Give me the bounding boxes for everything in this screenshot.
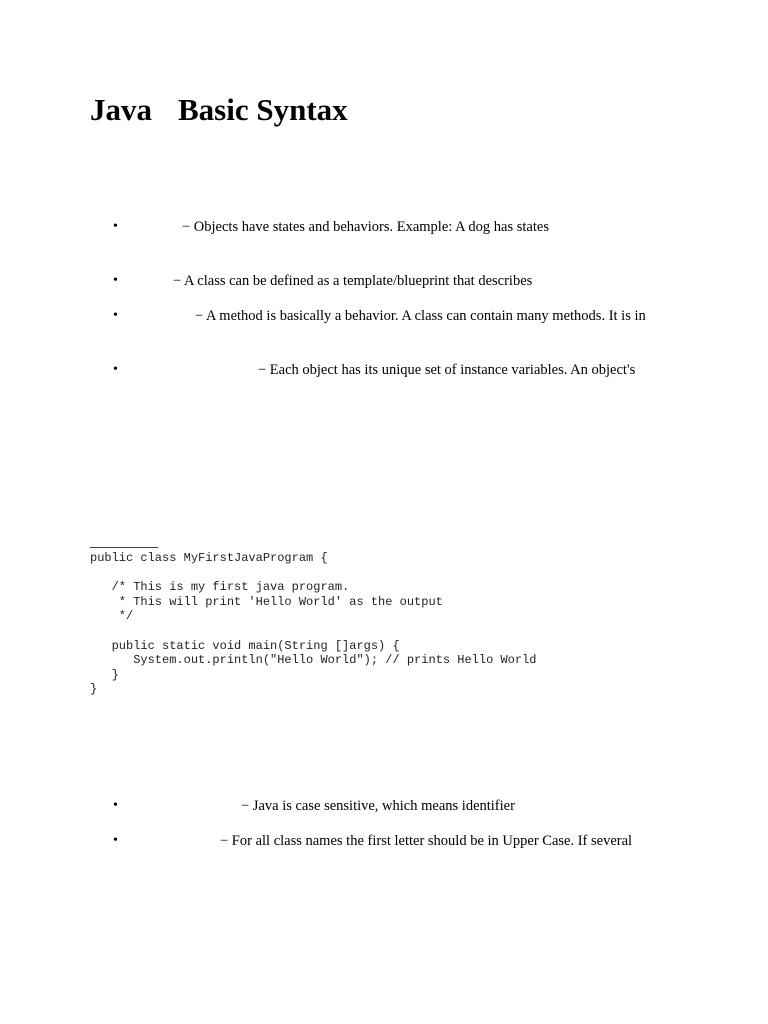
bullet-dot: • (113, 308, 118, 323)
code-line: /* This is my first java program. (90, 580, 350, 595)
bullet-dot: • (113, 833, 118, 848)
list-item-text: − A class can be defined as a template/blueprint that describes (173, 273, 533, 289)
code-link-underline[interactable] (90, 547, 158, 548)
list-item-text: − For all class names the first letter should be in Upper Case. If several (220, 833, 633, 849)
bullet-dot: • (113, 219, 118, 234)
code-line: public static void main(String []args) { (90, 638, 400, 653)
list-item-text: − Java is case sensitive, which means identifier (241, 798, 515, 814)
code-line: System.out.println("Hello World"); // prints Hello World (90, 653, 537, 668)
title-word-java: Java (90, 92, 152, 127)
code-line: * This will print 'Hello World' as the output (90, 594, 443, 609)
bullet-dot: • (113, 798, 118, 813)
title-word-basic-syntax: Basic Syntax (178, 92, 348, 127)
list-item-instance-variables (0, 360, 768, 380)
bullet-dot: • (113, 273, 118, 288)
list-item-class (0, 271, 768, 291)
page-title (90, 92, 348, 128)
code-line: } (90, 667, 119, 682)
list-item-case-sensitivity (0, 796, 768, 816)
code-line: } (90, 682, 98, 697)
code-line: public class MyFirstJavaProgram { (90, 551, 328, 565)
list-item-text: − A method is basically a behavior. A class can contain many methods. It is in (195, 308, 646, 324)
code-block (90, 551, 536, 697)
bullet-dot: • (113, 362, 118, 377)
list-item-text: − Each object has its unique set of instance variables. An object's (258, 362, 636, 378)
list-item-class-names (0, 831, 768, 851)
list-item-methods (0, 306, 768, 326)
code-line: */ (90, 609, 134, 624)
list-item-objects (0, 217, 768, 237)
list-item-text: − Objects have states and behaviors. Example: A dog has states (182, 219, 549, 235)
